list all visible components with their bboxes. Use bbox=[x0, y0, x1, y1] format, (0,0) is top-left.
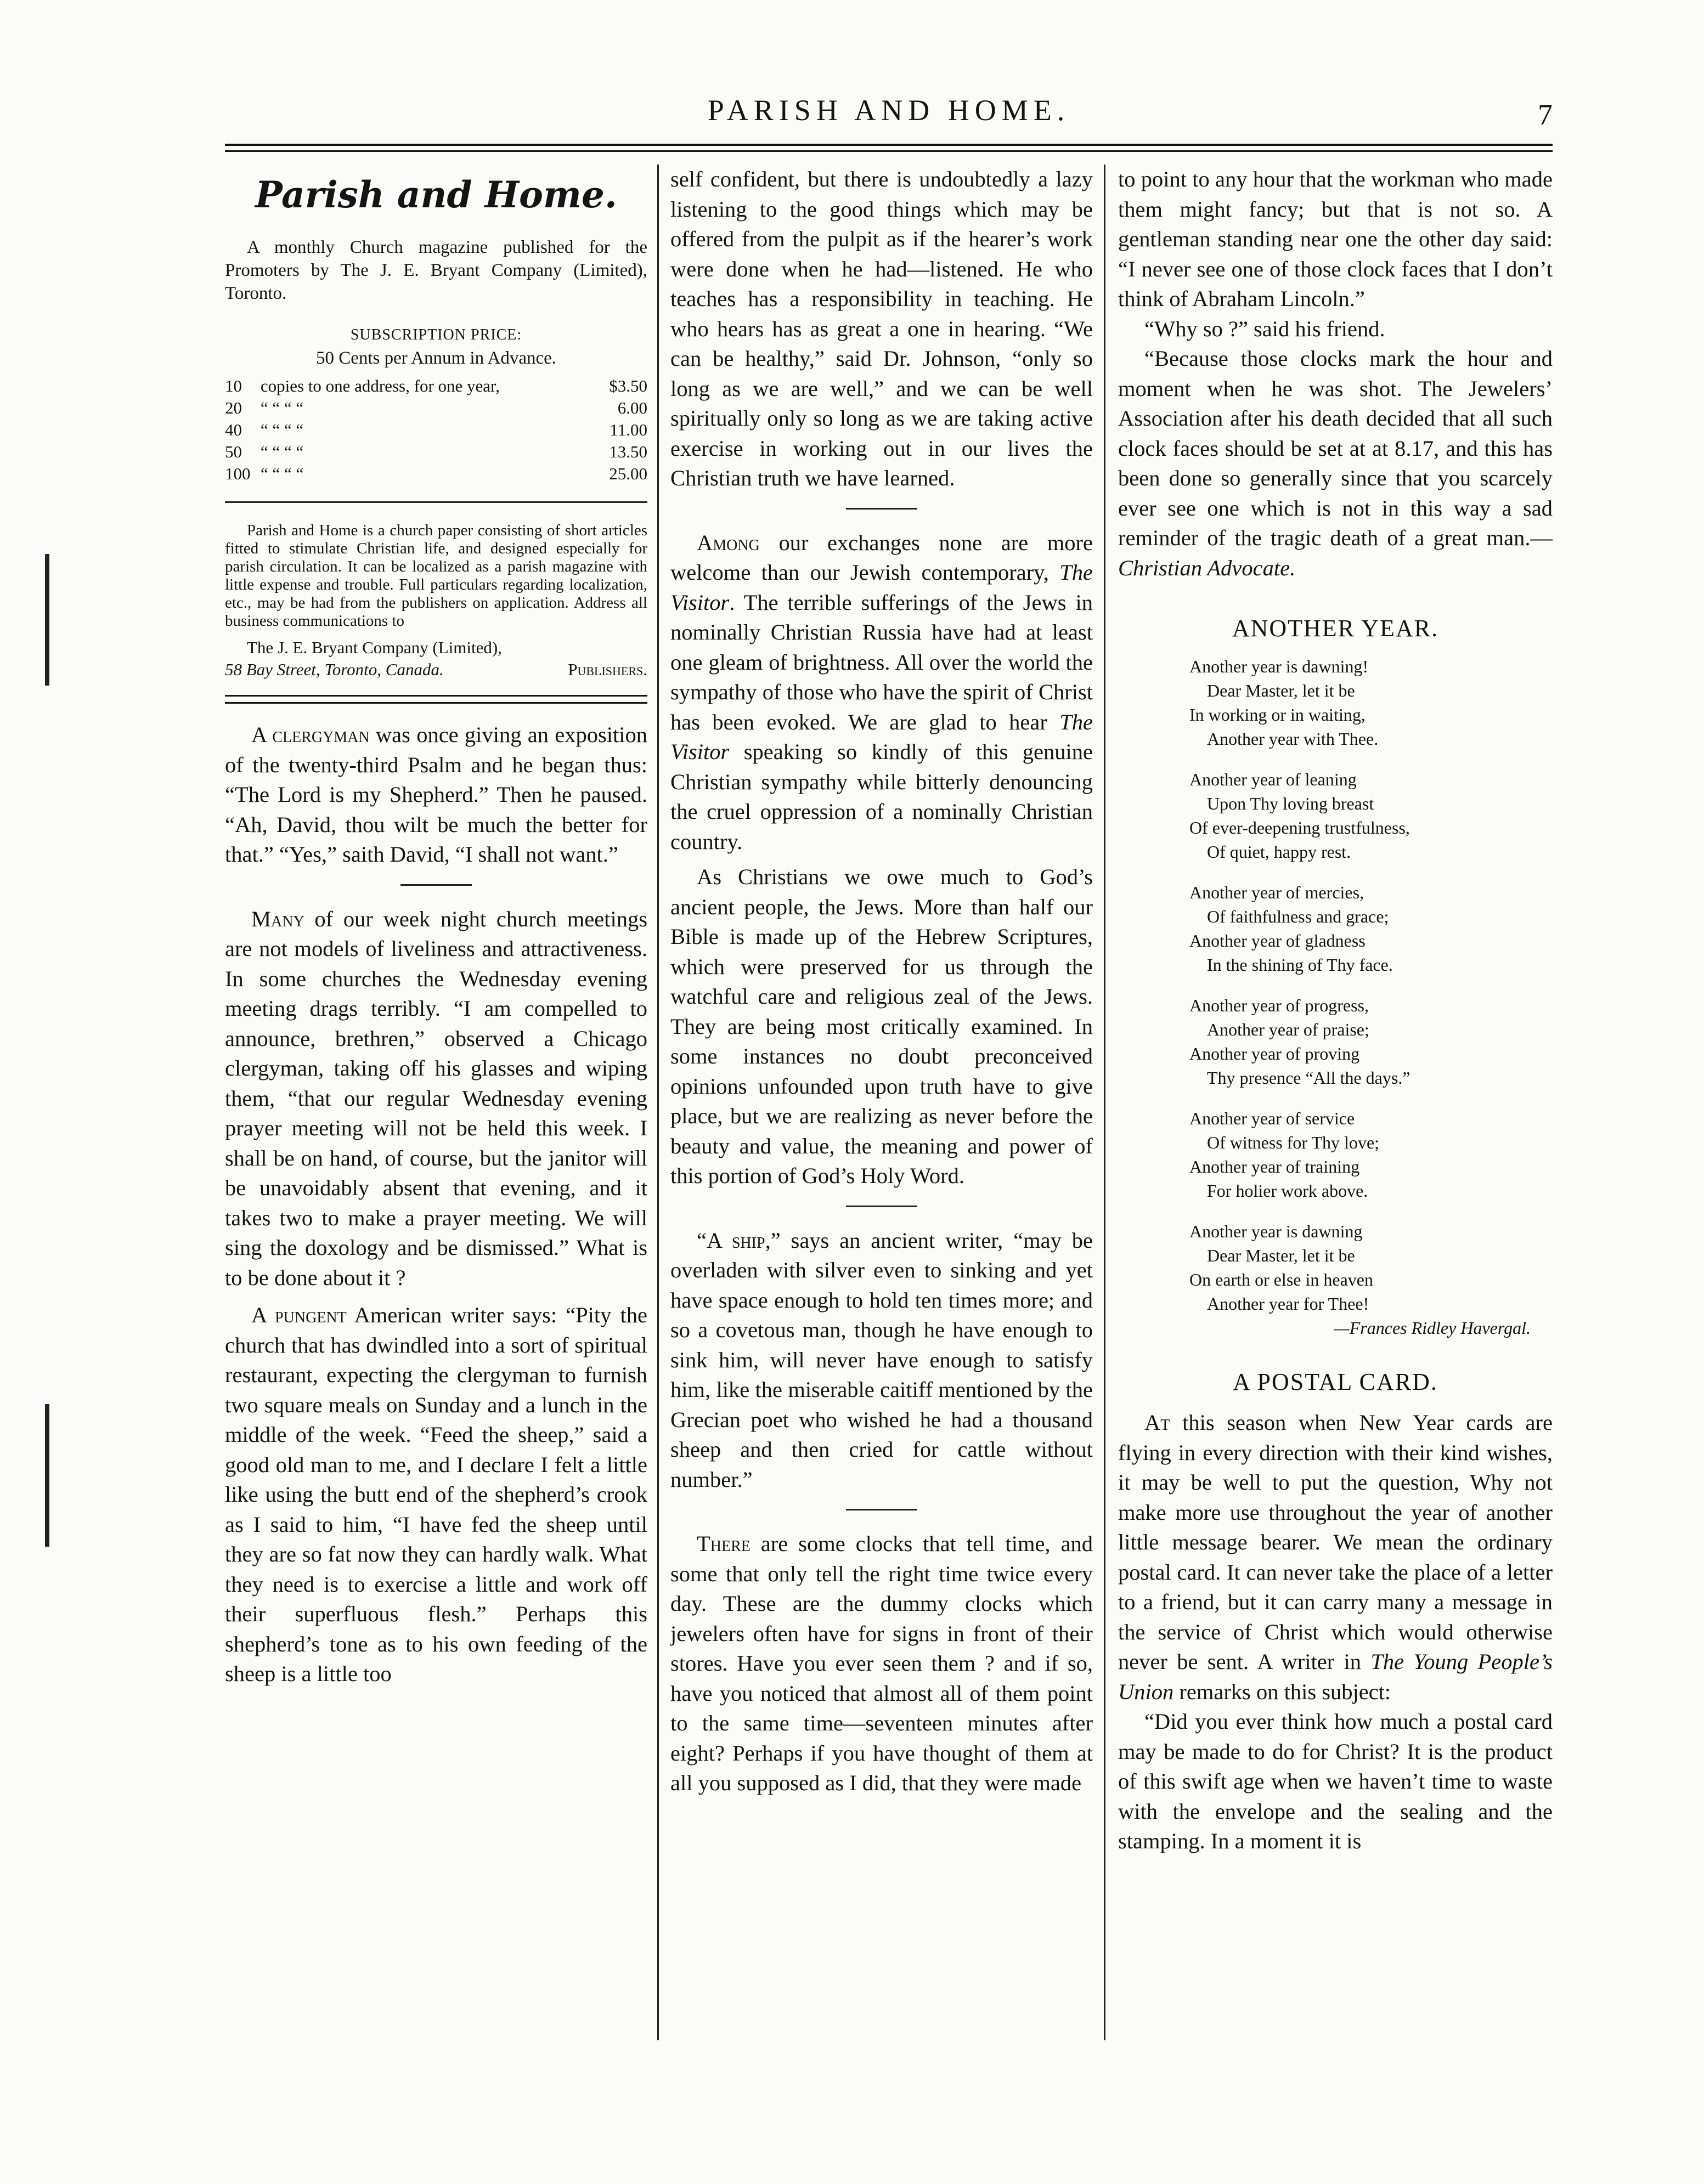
poem-title: ANOTHER YEAR. bbox=[1232, 615, 1439, 642]
article-visitor bbox=[670, 528, 1093, 857]
masthead-description: A monthly Church magazine published for the Promoters by The J. E. Bryant Company (Limited), Toronto. bbox=[225, 237, 647, 303]
article-text: our exchanges none are more welcome than our Jewish contemporary, bbox=[670, 530, 1093, 585]
article-text: “A bbox=[697, 1227, 732, 1253]
rate-price: $3.50 bbox=[609, 376, 647, 395]
article-text: this season when New Year cards are flying in every direction with their kind wishes, it may be well to put the question, Why not make more use throughout the year of another little message bearer. We mean the ordinary postal card. It can never take the place of a letter to a friend, but it can carry many a message in the service of Christ which would otherwise never be sent. A writer in bbox=[1118, 1410, 1553, 1674]
running-title: PARISH AND HOME. bbox=[707, 94, 1070, 127]
article-clocks-continued: to point to any hour that the workman who made them might fancy; but that is not so. A gentleman standing near one the other day said: “I never see one of those clock faces that I don’t think of Abraham Lincoln.” bbox=[1118, 167, 1553, 311]
poem-line: Of witness for Thy love; bbox=[1207, 1133, 1380, 1152]
poem-line: Another year of proving bbox=[1189, 1044, 1360, 1063]
rate-qty: 50 bbox=[225, 442, 242, 461]
source-title: Christian Advocate. bbox=[1118, 555, 1296, 580]
rate-qty: 20 bbox=[225, 398, 242, 417]
article-text: ,” says an ancient writer, “may be overladen with silver even to sinking and yet have space enough to hold ten times more; and so a covetous man, though he have enough to sink him, will never have enough to satisfy him, like the miserable caitiff mentioned by the Grecian poet who wished he had a thousand sheep and then cried for cattle without number.” bbox=[670, 1227, 1093, 1492]
poem-line: Another year for Thee! bbox=[1207, 1294, 1369, 1314]
rate-price: 6.00 bbox=[617, 398, 647, 417]
poem-line: Of faithfulness and grace; bbox=[1207, 907, 1389, 926]
column-1 bbox=[225, 165, 647, 1689]
poem-stanza bbox=[1189, 654, 1553, 751]
lead-in: Among bbox=[697, 530, 760, 555]
article-text: . The terrible sufferings of the Jews in nominally Christian Russia have had at least one gleam of brightness. All over the world the sympathy of those who have the spirit of Christ has been evoked. We are glad to hear bbox=[670, 590, 1093, 734]
rate-qty: 100 bbox=[225, 464, 251, 483]
publication-title: The Visitor bbox=[670, 560, 1093, 615]
article-week-night bbox=[225, 904, 647, 1293]
article-text: of our week night church meetings are not models of liveliness and attractiveness. In some churches the Wednesday evening meeting drags terribly. “I am compelled to announce, brethren,” observed a Chicago clergyman, taking off his glasses and wiping them, “that our regular Wednesday evening prayer meeting will not be held this week. I shall be on hand, of course, but the janitor will be unavoidably absent that evening, and it takes two to make a prayer meeting. We will sing the doxology and be dismissed.” What is to be done about it ? bbox=[225, 906, 647, 1290]
poem-author: —Frances Ridley Havergal. bbox=[1334, 1318, 1531, 1338]
column-divider-1 bbox=[657, 165, 659, 2040]
poem-line: In working or in waiting, bbox=[1189, 705, 1366, 725]
section-title: A POSTAL CARD. bbox=[1233, 1368, 1438, 1395]
article-text: was once giving an exposition of the twenty-third Psalm and he began thus: “The Lord is my Shepherd.” Then he paused. “Ah, David, thou wilt be much the better for that.” “Yes,” saith David, “I shall not want.” bbox=[225, 722, 647, 867]
poem-line: Dear Master, let it be bbox=[1207, 1246, 1355, 1265]
rate-text: “ “ “ “ bbox=[260, 420, 304, 439]
masthead-end-rule bbox=[225, 695, 647, 704]
article-clergyman bbox=[225, 720, 647, 870]
rate-price: 13.50 bbox=[609, 442, 647, 461]
masthead-about: Parish and Home is a church paper consisting of short articles fitted to stimulate Christian life, and designed especially for parish circulation. It can be localized as a parish magazine with little expense and trouble. Full particulars regarding localization, etc., may be had from the publishers on application. Address all business communications to bbox=[225, 522, 647, 630]
lead-in: There bbox=[697, 1531, 751, 1556]
rate-row bbox=[225, 375, 647, 397]
margin-mark bbox=[45, 1404, 49, 1547]
article-continued: self confident, but there is undoubtedly a lazy listening to the good things which may be offered from the pulpit as if the hearer’s work were done when he had—listened. He who teaches has a responsibility in teaching. He who hears has as great a one in hearing. “We can be healthy,” said Dr. Johnson, “only so long as we are well,” and we can be well spiritually only so long as we are taking active exercise in working out in our lives the Christian truth we have learned. bbox=[670, 167, 1093, 490]
article-text: remarks on this subject: bbox=[1173, 1679, 1391, 1704]
article-ship bbox=[670, 1226, 1093, 1495]
poem-stanza bbox=[1189, 993, 1553, 1090]
article-separator bbox=[846, 508, 917, 510]
poem-line: Another year of service bbox=[1189, 1108, 1355, 1128]
rate-price: 25.00 bbox=[609, 464, 647, 483]
publisher-line bbox=[225, 659, 647, 681]
page-number: 7 bbox=[1538, 98, 1553, 131]
article-why-so: “Why so ?” said his friend. bbox=[1144, 316, 1385, 341]
poem bbox=[1189, 654, 1553, 1316]
poem-stanza bbox=[1189, 1219, 1553, 1316]
header-rule-bottom bbox=[225, 150, 1553, 152]
poem-line: Of ever-deepening trustfulness, bbox=[1189, 818, 1410, 838]
article-separator bbox=[846, 1206, 917, 1207]
rate-text: “ “ “ “ bbox=[260, 464, 304, 483]
article-separator bbox=[846, 1509, 917, 1510]
lead-in: A pungent bbox=[251, 1303, 347, 1327]
article-clocks bbox=[670, 1529, 1093, 1798]
poem-stanza bbox=[1189, 880, 1553, 977]
rate-price: 11.00 bbox=[610, 420, 647, 439]
rate-text: copies to one address, for one year, bbox=[260, 376, 500, 395]
article-jews: As Christians we owe much to God’s ancient people, the Jews. More than half our Bible is made up of the Hebrew Scriptures, which were preserved for us through the watchful care and religious zeal of the Jews. They are being most critically examined. In some instances no doubt preconceived opinions unfounded upon truth have to give place, but we are realizing as never before the beauty and value, the meaning and power of this portion of God’s Holy Word. bbox=[670, 864, 1093, 1188]
poem-line: For holier work above. bbox=[1207, 1181, 1368, 1201]
poem-line: Dear Master, let it be bbox=[1207, 681, 1355, 700]
page-header bbox=[225, 93, 1553, 143]
column-2 bbox=[670, 165, 1093, 1798]
rate-qty: 40 bbox=[225, 420, 242, 439]
lead-in: Many bbox=[251, 906, 304, 931]
lead-in: At bbox=[1144, 1410, 1170, 1435]
subscription-label: SUBSCRIPTION PRICE: bbox=[350, 326, 522, 343]
publisher-name: The J. E. Bryant Company (Limited), bbox=[247, 638, 502, 657]
column-3 bbox=[1118, 165, 1553, 1857]
article-text: are some clocks that tell time, and some that only tell the right time twice every day. These are the dummy clocks which jewelers often have for signs in front of their stores. Have you ever seen them ? and if so, have you noticed that almost all of them point to the same time—seventeen minutes after eight? Perhaps if you have thought of them at all you supposed as I did, that they were made bbox=[670, 1531, 1093, 1795]
rate-qty: 10 bbox=[225, 376, 242, 395]
subscription-price: 50 Cents per Annum in Advance. bbox=[315, 348, 557, 368]
poem-stanza bbox=[1189, 767, 1553, 864]
poem-line: Another year is dawning! bbox=[1189, 657, 1369, 676]
masthead-title: Parish and Home. bbox=[255, 173, 617, 216]
margin-mark bbox=[45, 554, 49, 686]
article-separator bbox=[400, 884, 472, 886]
poem-line: Of quiet, happy rest. bbox=[1207, 842, 1351, 862]
poem-line: Another year of progress, bbox=[1189, 995, 1369, 1015]
poem-line: In the shining of Thy face. bbox=[1207, 955, 1393, 975]
publication-title: The Visitor bbox=[670, 709, 1093, 764]
poem-line: On earth or else in heaven bbox=[1189, 1270, 1373, 1289]
article-text: “Because those clocks mark the hour and moment when he was shot. The Jewelers’ Association after his death decided that all such clock faces should be set at at 8.17, and this has been done so generally since that you scarcely ever see one which is not in this way a sad reminder of the tragic death of a great man.— bbox=[1118, 346, 1553, 550]
article-text: speaking so kindly of this genuine Christian sympathy while bitterly denouncing the cruel oppression of a nominally Christian country. bbox=[670, 739, 1093, 854]
publisher-address: 58 Bay Street, Toronto, Canada. bbox=[225, 660, 444, 679]
article-postal-quote: “Did you ever think how much a postal card may be made to do for Christ? It is the product of this swift age when we haven’t time to waste with the envelope and the sealing and the stamping. In a moment it is bbox=[1118, 1709, 1553, 1853]
article-because bbox=[1118, 344, 1553, 583]
rate-row bbox=[225, 463, 647, 485]
poem-line: Another year of training bbox=[1189, 1157, 1360, 1176]
article-pungent bbox=[225, 1300, 647, 1689]
rate-row bbox=[225, 397, 647, 419]
masthead-divider bbox=[225, 501, 647, 503]
poem-line: Thy presence “All the days.” bbox=[1207, 1068, 1410, 1088]
rate-row bbox=[225, 419, 647, 441]
poem-line: Another year is dawning bbox=[1189, 1221, 1363, 1241]
poem-stanza bbox=[1189, 1106, 1553, 1203]
article-postal-card bbox=[1118, 1408, 1553, 1707]
publication-title: The Young People’s Union bbox=[1118, 1649, 1553, 1704]
rate-text: “ “ “ “ bbox=[260, 398, 304, 417]
poem-line: Another year of gladness bbox=[1189, 931, 1366, 950]
poem-line: Another year with Thee. bbox=[1207, 729, 1379, 749]
publisher-label: Publishers. bbox=[568, 660, 647, 679]
rates-table bbox=[225, 375, 647, 485]
poem-line: Another year of mercies, bbox=[1189, 882, 1364, 902]
rate-row bbox=[225, 441, 647, 463]
lead-in: A clergyman bbox=[251, 722, 370, 747]
poem-line: Another year of praise; bbox=[1207, 1020, 1369, 1039]
poem-line: Another year of leaning bbox=[1189, 770, 1357, 789]
poem-line: Upon Thy loving breast bbox=[1207, 794, 1374, 813]
lead-in: ship bbox=[731, 1227, 765, 1253]
article-text: American writer says: “Pity the church that has dwindled into a sort of spiritual restaurant, expecting the clergyman to furnish two square meals on Sunday and a lunch in the middle of the week. “Feed the sheep,” said a good old man to me, and I declare I felt a little like using the butt end of the shepherd’s crook as I said to him, “I have fed the sheep until they are so fat now they can hardly walk. What they need is to exercise a little and work off their superfluous flesh.” Perhaps this shepherd’s tone as to his own feeding of the sheep is a little too bbox=[225, 1303, 647, 1686]
column-divider-2 bbox=[1104, 165, 1105, 2040]
header-rule-top bbox=[225, 144, 1553, 146]
rate-text: “ “ “ “ bbox=[260, 442, 304, 461]
